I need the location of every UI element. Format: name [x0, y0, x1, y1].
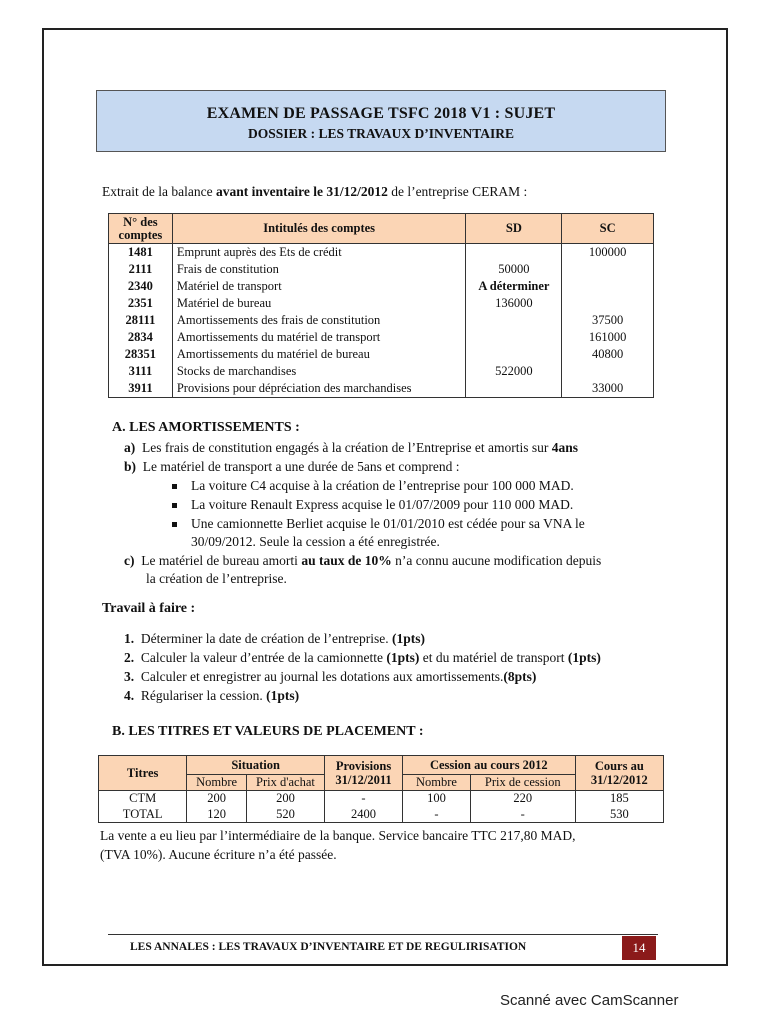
header-provisions: Provisions 31/12/2011: [324, 756, 402, 791]
cell-sd: [466, 346, 562, 363]
header-num: N° des comptes: [109, 214, 173, 244]
titres-table: [98, 755, 664, 823]
header-nombre2: Nombre: [403, 775, 471, 791]
travail-pts: (1pts): [266, 688, 300, 703]
cell-label: Provisions pour dépréciation des marchandises: [172, 380, 466, 397]
travail-num: 2.: [124, 650, 135, 665]
travail-pts2: (1pts): [567, 650, 601, 665]
table-row: [109, 363, 654, 380]
header-cours: Cours au 31/12/2012: [575, 756, 663, 791]
travail-item: [124, 649, 601, 667]
titres-header-row: [99, 756, 664, 775]
exam-title: EXAMEN DE PASSAGE TSFC 2018 V1 : SUJET: [206, 105, 556, 122]
cell-cnombre: 100: [403, 791, 471, 807]
cell-sc: 100000: [562, 244, 654, 261]
cell-sc: [562, 261, 654, 278]
bullet-c4-text: La voiture C4 acquise à la création de l’entreprise pour 100 000 MAD.: [191, 478, 574, 493]
table-row: [109, 380, 654, 397]
travail-text: Régulariser la cession.: [140, 688, 267, 703]
header-prix-cession: Prix de cession: [470, 775, 575, 791]
table-row: [99, 807, 664, 823]
travail-num: 3.: [124, 669, 135, 684]
bullet-square-icon: [172, 484, 177, 489]
travail-text: Calculer et enregistrer au journal les dotations aux amortissements.: [140, 669, 504, 684]
cell-nombre: 200: [187, 791, 247, 807]
camscanner-watermark: Scanné avec CamScanner: [500, 992, 679, 1009]
cell-sd: 522000: [466, 363, 562, 380]
table-row: [109, 312, 654, 329]
item-a-text: Les frais de constitution engagés à la création de l’Entreprise et amortis sur: [142, 440, 552, 455]
cell-label: Frais de constitution: [172, 261, 466, 278]
travail-item: [124, 668, 536, 686]
cell-sd: 136000: [466, 295, 562, 312]
cell-label: Stocks de marchandises: [172, 363, 466, 380]
travail-item: [124, 687, 299, 705]
cell-sd: [466, 329, 562, 346]
item-c-text2: n’a connu aucune modification depuis: [391, 553, 602, 568]
header-titres: Titres: [99, 756, 187, 791]
cell-cours: 185: [575, 791, 663, 807]
intro-bold: avant inventaire le 31/12/2012: [215, 184, 388, 199]
cell-sc: [562, 295, 654, 312]
travail-pts: (1pts): [392, 631, 425, 646]
note-line1: La vente a eu lieu par l’intermédiaire de la banque. Service bancaire TTC 217,80 MAD,: [100, 828, 576, 843]
title-box: [96, 90, 666, 152]
cell-titre: TOTAL: [99, 807, 187, 823]
bullet-c4: [172, 477, 574, 495]
intro-prefix: Extrait de la balance: [102, 184, 216, 199]
table-row: [109, 261, 654, 278]
cell-cprix: -: [470, 807, 575, 823]
cell-nombre: 120: [187, 807, 247, 823]
section-b-title: B. LES TITRES ET VALEURS DE PLACEMENT :: [112, 724, 424, 739]
table-row: [109, 278, 654, 295]
cell-num: 3911: [109, 380, 173, 397]
item-c-bold: au taux de 10%: [301, 553, 392, 568]
cell-prix: 200: [246, 791, 324, 807]
cell-cprix: 220: [470, 791, 575, 807]
cell-sc: [562, 278, 654, 295]
cell-num: 28351: [109, 346, 173, 363]
cell-sd: 50000: [466, 261, 562, 278]
cell-sd: A déterminer: [466, 278, 562, 295]
travail-text: Calculer la valeur d’entrée de la camionnette: [140, 650, 387, 665]
section-a-title: A. LES AMORTISSEMENTS :: [112, 420, 300, 435]
bullet-renault: [172, 496, 573, 514]
bullet-square-icon: [172, 503, 177, 508]
cell-label: Amortissements des frais de constitution: [172, 312, 466, 329]
dossier-subtitle: DOSSIER : LES TRAVAUX D’INVENTAIRE: [247, 126, 515, 141]
cell-sc: 37500: [562, 312, 654, 329]
cell-label: Matériel de transport: [172, 278, 466, 295]
cell-num: 2111: [109, 261, 173, 278]
cell-label: Emprunt auprès des Ets de crédit: [172, 244, 466, 261]
cell-num: 1481: [109, 244, 173, 261]
travail-title: Travail à faire :: [102, 601, 196, 616]
cell-prov: 2400: [324, 807, 402, 823]
note-line2: (TVA 10%). Aucune écriture n’a été passée.: [100, 847, 337, 862]
table-row: [109, 295, 654, 312]
page-number: 14: [622, 936, 656, 960]
cell-num: 2340: [109, 278, 173, 295]
intro-line: [102, 183, 527, 201]
item-a-bold: 4ans: [551, 440, 578, 455]
header-label: Intitulés des comptes: [172, 214, 466, 244]
cell-label: Amortissements du matériel de transport: [172, 329, 466, 346]
item-c-label: c): [124, 553, 135, 568]
footer-divider: [108, 934, 658, 935]
cell-num: 3111: [109, 363, 173, 380]
header-sc: SC: [562, 214, 654, 244]
table-row: [99, 791, 664, 807]
cell-sd: [466, 312, 562, 329]
travail-pts: (1pts): [386, 650, 420, 665]
bullet-berliet-line2: 30/09/2012. Seule la cession a été enregistrée.: [191, 534, 440, 549]
footer-text: LES ANNALES : LES TRAVAUX D’INVENTAIRE ET DE REGULIRISATION: [130, 941, 527, 953]
header-cession: Cession au cours 2012: [403, 756, 576, 775]
item-a-label: a): [124, 440, 136, 455]
item-b-label: b): [124, 459, 137, 474]
header-nombre: Nombre: [187, 775, 247, 791]
cell-num: 2351: [109, 295, 173, 312]
balance-table: [108, 213, 654, 398]
cell-sc: 161000: [562, 329, 654, 346]
cell-prov: -: [324, 791, 402, 807]
item-b: [124, 458, 460, 476]
table-row: [109, 346, 654, 363]
cell-sd: [466, 380, 562, 397]
cell-label: Matériel de bureau: [172, 295, 466, 312]
bullet-berliet: [172, 515, 585, 533]
cell-titre: CTM: [99, 791, 187, 807]
table-row: [109, 329, 654, 346]
cell-num: 2834: [109, 329, 173, 346]
item-a: [124, 439, 578, 457]
item-b-text: Le matériel de transport a une durée de 5ans et comprend :: [142, 459, 460, 474]
travail-item: [124, 630, 425, 648]
item-c: [124, 552, 601, 570]
travail-pts: (8pts): [503, 669, 537, 684]
table-row: [109, 244, 654, 261]
cell-cours: 530: [575, 807, 663, 823]
item-c-text1: Le matériel de bureau amorti: [141, 553, 302, 568]
header-prix-achat: Prix d'achat: [246, 775, 324, 791]
intro-suffix: de l’entreprise CERAM :: [387, 184, 528, 199]
cell-sd: [466, 244, 562, 261]
cell-sc: 40800: [562, 346, 654, 363]
bullet-berliet-line1: Une camionnette Berliet acquise le 01/01/2010 est cédée pour sa VNA le: [191, 516, 585, 531]
cell-sc: 33000: [562, 380, 654, 397]
cell-label: Amortissements du matériel de bureau: [172, 346, 466, 363]
cell-cnombre: -: [403, 807, 471, 823]
cell-num: 28111: [109, 312, 173, 329]
travail-num: 1.: [124, 631, 135, 646]
item-c-line2: la création de l’entreprise.: [146, 571, 287, 586]
balance-header-row: [109, 214, 654, 244]
bullet-square-icon: [172, 522, 177, 527]
header-sd: SD: [466, 214, 562, 244]
bullet-renault-text: La voiture Renault Express acquise le 01/07/2009 pour 110 000 MAD.: [191, 497, 574, 512]
travail-text2: et du matériel de transport: [419, 650, 568, 665]
travail-num: 4.: [124, 688, 135, 703]
header-situation: Situation: [187, 756, 325, 775]
travail-text: Déterminer la date de création de l’entreprise.: [140, 631, 392, 646]
cell-prix: 520: [246, 807, 324, 823]
cell-sc: [562, 363, 654, 380]
